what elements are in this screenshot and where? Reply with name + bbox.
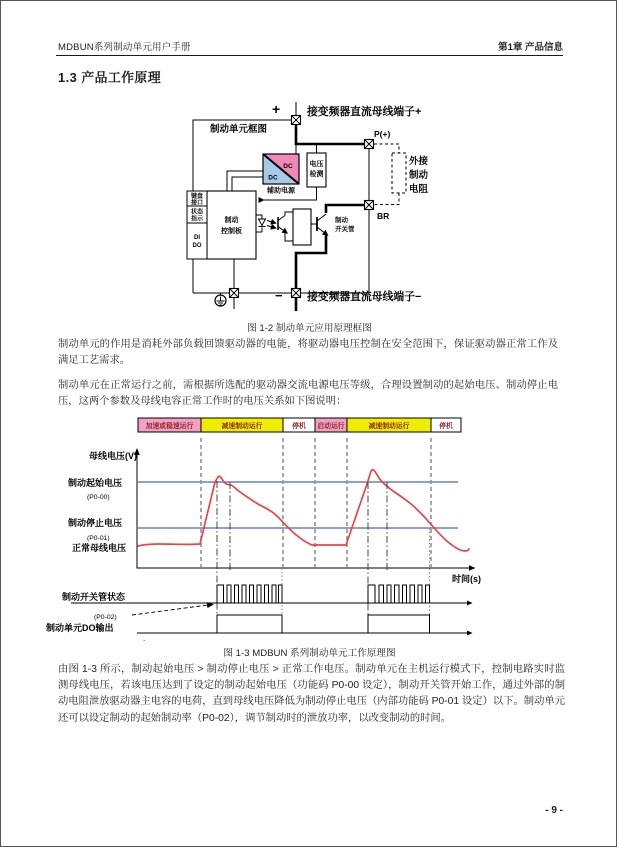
dido-block [187,223,207,259]
minus-sign: − [275,288,283,303]
earth-ground-icon [215,293,226,306]
brake-stop-marker-lines [282,528,430,631]
brake-stop-voltage-label: 制动停止电压 [68,518,123,528]
phase-3-label: 停机 [292,422,306,430]
ext-resistor-line2: 制动 [409,170,429,181]
status-line1: 状态 [190,209,204,216]
p0-02-pointer-arrow [132,605,208,615]
keypad-line1: 键盘 [190,194,204,200]
igbt-switch-icon [317,214,355,233]
switch-state-code: (P0-02) [94,614,117,621]
do-pulse-2 [368,615,430,633]
terminal-bottom-minus [292,289,301,298]
stray-dot: . [143,634,146,643]
switch-state-track [71,585,473,615]
brake-start-code: (P0-00) [87,494,110,501]
figure-1-2-circuit-diagram [181,96,446,324]
voltage-detect-line2: 检测 [309,171,324,178]
optocoupler-icon [256,212,293,241]
header-chapter: 第1章 产品信息 [498,42,563,53]
dc-bottom-label: DC [268,174,278,182]
status-indicator-block [187,206,207,223]
switch-tube-line2: 开关管 [335,226,355,233]
paragraph-3: 由图 1-3 所示，制动起始电压 > 制动停止电压 > 正常工作电压。制动单元在主机运行模式下，控制电路实时监测母线电压，若该电压达到了设定的制动起始电压（功能码 P0-00 设定），制动开关管开始工作，通过外部的制动电阻泄放驱动器主电容的电荷，直到母线电压降低为制动停止电压（内部功能码 P0-01 设定）以下。制动单元还可以设定制动的起始制动率（P0-02），调节制动时的泄放功率，以改变制动的时间。 [58,664,565,724]
aux-supply-wires [227,171,263,191]
dc-top-label: DC [283,163,293,170]
ext-resistor-line3: 电阻 [409,184,429,195]
control-board-line2: 控制板 [221,228,242,235]
dc-bus-plus-label: 接变频器直流母线端子+ [307,106,422,118]
dido-line1: DI [194,235,200,241]
frame-title: 制动单元框图 [210,124,268,135]
header-left-title: MDBUN系列制动单元用户手册 [58,42,191,53]
pwm-burst-2 [368,585,430,603]
brake-start-marker-lines [217,481,368,616]
dido-line2: DO [192,243,202,249]
dcdc-converter [263,154,299,195]
control-board-line1: 制动 [224,217,239,224]
header-rule [56,55,563,56]
page-number: - 9 - [545,805,563,816]
voltage-detect-line1: 电压 [309,161,324,168]
external-resistor [374,144,429,205]
terminal-top-plus [292,116,301,125]
phase-boxes [138,418,461,432]
terminal-ground [230,289,239,298]
gate-driver-block [293,209,311,245]
do-pulse-1 [217,615,282,633]
paragraph-1: 制动单元的作用是消耗外部负载回馈驱动器的电能，将驱动器电压控制在安全范围下，保证驱动器正常工作及满足工艺需求。 [58,339,558,367]
switch-tube-line1: 制动 [335,217,348,224]
ext-resistor-line1: 外接 [409,156,429,167]
dc-bus-minus-label: 接变频器直流母线端子− [307,291,422,303]
pwm-burst-1 [217,585,282,603]
phase-6-label: 停机 [439,422,453,430]
aux-power-label: 辅助电源 [267,187,295,195]
plus-sign: + [272,101,281,117]
phase-boundary-dashes [201,438,431,567]
phase-5-label: 减速制动运行 [368,422,410,430]
voltage-axes [134,448,475,571]
keypad-interface-block [187,191,207,207]
y-axis-label: 母线电压(V) [89,451,137,461]
figure-1-3-waveform-diagram [41,414,501,646]
normal-voltage-label: 正常母线电压 [72,543,127,553]
figure-1-2-caption: 图 1-2 制动单元应用原理框图 [247,323,372,334]
p-plus-label: P(+) [374,129,391,139]
status-line2: 指示 [190,216,204,223]
terminal-p-plus [365,140,374,149]
phase-2-label: 减速制动运行 [221,422,263,430]
do-output-label: 制动单元DO输出 [46,623,114,633]
do-output-track [137,615,473,636]
paragraph-2: 制动单元在正常运行之前，需根据所选配的驱动器交流电源电压等级，合理设置制动的起始电压、制动停止电压，这两个参数及母线电容正常工作时的电压关系如下图说明： [58,380,558,408]
switch-state-label: 制动开关管状态 [62,592,126,602]
figure-1-3-caption: 图 1-3 MDBUN 系列制动单元工作原理图 [223,648,396,659]
section-title: 1.3 产品工作原理 [58,70,162,85]
phase-1-label: 加速或稳速运行 [145,422,194,430]
brake-stop-code: (P0-01) [87,535,110,542]
terminal-br [365,201,374,210]
keypad-line2: 接口 [190,200,204,207]
control-board [207,191,256,259]
br-label: BR [377,211,390,221]
x-axis-label: 时间(s) [452,574,481,584]
phase-4-label: 启动运行 [317,422,345,430]
brake-start-voltage-label: 制动起始电压 [68,478,123,488]
